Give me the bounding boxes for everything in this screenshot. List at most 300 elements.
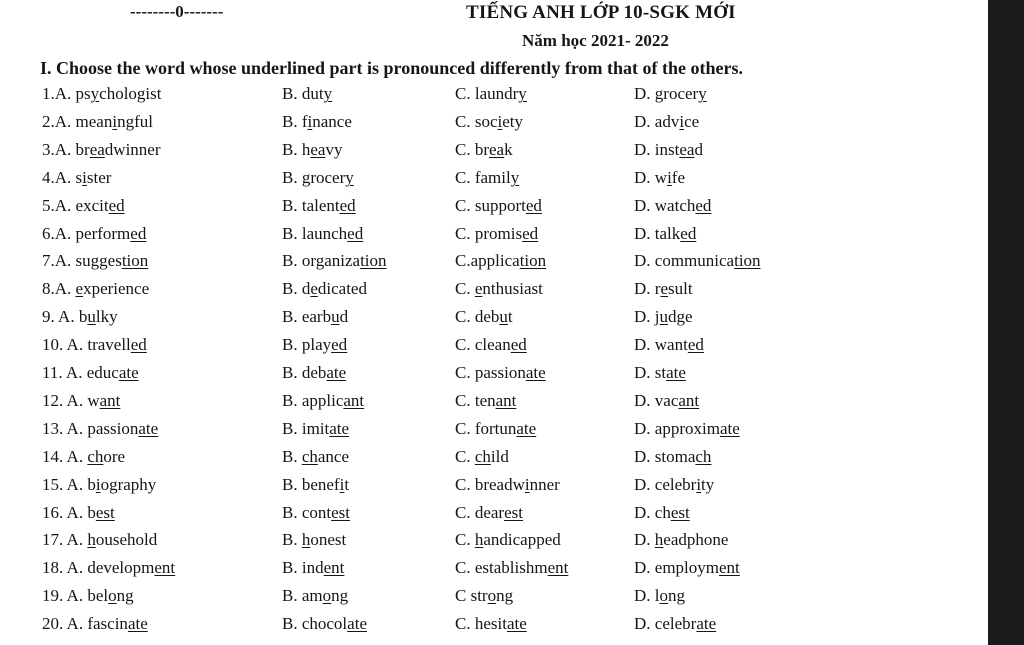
option-d [634,112,699,132]
underlined-part: ant [495,390,517,410]
word-part: chologist [99,84,162,103]
word-part: cont [301,502,332,522]
word-part: talent [301,195,340,215]
word-part: ngful [117,111,153,131]
word-part: soc [474,111,498,131]
option-label: C. [455,474,475,494]
question-row [0,224,988,250]
option-c [455,530,561,550]
word-part: grocer [301,167,346,187]
underlined-part: ate [326,363,347,382]
word-part: sult [668,279,693,299]
word-part: b [87,502,96,522]
option-label: 19. A. [42,586,88,606]
option-a [42,391,120,411]
underlined-part: ea [89,139,105,159]
question-row [0,530,988,556]
word-part: ps [75,84,91,103]
word-part: applica [470,251,520,271]
option-label: C. [455,558,475,578]
word-part: deb [301,363,327,382]
word-part: ography [100,474,157,494]
underlined-part: est [331,502,351,522]
option-d [634,503,690,523]
option-a [42,586,134,606]
option-b [282,140,342,160]
option-label: B. [282,446,302,466]
option-b [282,112,352,132]
underlined-part: est [504,502,523,522]
option-label: 2.A. [42,111,76,131]
option-label: 18. A. [42,558,88,578]
option-b [282,84,332,104]
question-row [0,84,988,110]
option-d [634,586,685,606]
underlined-part: tion [360,251,387,271]
underlined-part: ed [130,223,147,243]
word-part: deb [474,307,500,327]
word-part: ch [654,502,671,522]
option-label: 3.A. [42,139,76,159]
underlined-part: h [301,530,311,550]
option-label: C. [455,84,475,103]
word-part: h [301,139,311,159]
underlined-part: ed [687,335,704,355]
option-label: B. [282,614,302,634]
option-b [282,224,363,244]
option-label: C. [455,111,475,131]
word-part: ind [301,558,324,578]
underlined-part: ed [680,223,697,243]
option-c [455,196,542,216]
page-title: TIẾNG ANH LỚP 10-SGK MỚI [466,2,736,23]
word-part: chocol [301,614,348,634]
option-label: 11. A. [42,363,87,382]
underlined-part: h [87,530,96,550]
word-part: ten [474,390,496,410]
underlined-part: ent [719,558,740,578]
option-b [282,251,387,271]
underlined-part: est [670,502,690,522]
option-label: C. [455,530,475,550]
word-part: r [654,279,661,299]
word-part: t [507,307,513,327]
word-part: onest [310,530,347,550]
underlined-part: ea [310,139,326,159]
underlined-part: ed [522,223,539,243]
underlined-part: y [510,167,520,187]
option-label: 13. A. [42,418,88,438]
word-part: ty [701,474,715,494]
word-part: hesit [474,614,507,634]
option-label: D. [634,307,655,327]
option-label: D. [634,139,655,159]
underlined-part: i [95,474,101,494]
option-d [634,558,740,578]
option-b [282,558,344,578]
option-a [42,447,125,467]
underlined-part: ate [506,614,527,634]
option-label: 17. A. [42,530,88,550]
word-part: mean [75,111,113,131]
underlined-part: ed [339,195,356,215]
option-label: B. [282,111,302,131]
option-b [282,475,349,495]
option-d [634,307,693,327]
option-d [634,251,761,271]
underlined-part: i [339,474,345,494]
word-part: bel [87,586,109,606]
word-part: famil [474,167,511,187]
underlined-part: i [82,167,87,187]
word-part: ce [684,111,700,131]
word-part: promis [474,223,523,243]
option-a [42,224,146,244]
option-label: B. [282,139,302,159]
option-b [282,419,349,439]
underlined-part: tion [519,251,547,271]
option-label: C. [455,307,475,327]
option-label: B. [282,279,302,299]
option-label: 4.A. [42,167,76,187]
option-c [455,363,546,383]
option-c [455,168,519,188]
word-part: br [474,139,490,159]
option-a [42,168,111,188]
underlined-part: ate [525,363,546,382]
word-part: dut [301,84,324,103]
word-part: passion [87,418,139,438]
option-c [455,140,513,160]
option-d [634,391,699,411]
option-label: B. [282,390,302,410]
word-part: dge [668,307,693,327]
question-row [0,558,988,584]
underlined-part: ed [510,335,527,355]
option-d [634,447,711,467]
word-part: clean [474,335,511,355]
word-part: ng [116,586,134,606]
underlined-part: ent [547,558,569,578]
underlined-part: ed [695,195,712,215]
word-part: fortun [474,418,517,438]
underlined-part: tion [121,251,149,271]
question-row [0,419,988,445]
underlined-part: h [474,530,484,550]
underlined-part: y [90,84,100,103]
option-label: C. [455,363,475,382]
word-part: watch [654,195,696,215]
word-part: ety [502,111,524,131]
word-part: ousehold [95,530,158,550]
word-part: nner [529,474,560,494]
underlined-part: ed [108,195,125,215]
school-year: Năm học 2021- 2022 [522,31,669,50]
underlined-part: ate [118,363,139,382]
word-part: ng [668,586,686,606]
option-d [634,363,686,383]
underlined-part: ch [301,446,318,466]
underlined-part: i [307,111,313,131]
option-label: C. [455,446,475,466]
option-label: 20. A. [42,614,88,634]
option-d [634,224,696,244]
option-a [42,279,149,299]
question-row [0,363,988,389]
underlined-part: h [654,530,664,550]
option-label: B. [282,84,302,103]
word-part: br [75,139,90,159]
underlined-part: y [323,84,333,103]
option-a [42,307,118,327]
option-b [282,391,364,411]
option-c [455,614,527,634]
option-b [282,307,348,327]
option-a [42,530,157,550]
underlined-part: ate [719,418,740,438]
word-part: eadphone [663,530,729,550]
word-part: celebr [654,474,697,494]
word-part: talk [654,223,681,243]
option-label: C. [455,502,475,522]
option-label: B. [282,167,302,187]
option-label: D. [634,335,655,355]
word-part: travell [87,335,131,355]
right-edge-shadow [988,0,1024,645]
option-c [455,279,543,299]
underlined-part: e [75,279,84,299]
underlined-part: tion [734,251,761,271]
option-label: 7.A. [42,251,76,271]
underlined-part: ate [329,418,350,438]
question-row [0,447,988,473]
underlined-part: ant [99,390,121,410]
question-row [0,614,988,640]
option-label: C. [455,167,475,187]
option-a [42,251,148,271]
underlined-part: u [499,307,508,327]
option-d [634,475,714,495]
option-a [42,475,156,495]
underlined-part: ate [138,418,159,438]
word-part: f [301,111,308,131]
underlined-part: ate [666,363,686,382]
option-label: D. [634,502,655,522]
word-part: am [301,586,323,606]
word-part: w [87,390,100,410]
word-part: perform [75,223,131,243]
option-a [42,196,125,216]
option-c [455,586,513,606]
underlined-part: ant [678,390,700,410]
option-label: D. [634,167,655,187]
option-label: C. [455,335,475,355]
question-row [0,586,988,612]
word-part: educ [86,363,119,382]
word-part: play [301,335,332,355]
option-b [282,279,367,299]
word-part: laundr [474,84,519,103]
word-part: dear [474,502,505,522]
word-part: t [344,474,350,494]
option-label: D. [634,251,655,271]
word-part: inst [654,139,680,159]
option-b [282,530,346,550]
option-label: D. [634,390,655,410]
option-label: C. [455,418,475,438]
word-part: imit [301,418,330,438]
underlined-part: ate [347,614,367,634]
underlined-part: i [524,474,530,494]
underlined-part: ea [489,139,505,159]
word-part: sugges [75,251,122,271]
word-part: str [470,586,488,606]
underlined-part: ea [679,139,695,159]
word-part: ild [490,446,509,466]
word-part: developm [87,558,155,578]
option-label: B. [282,530,302,550]
option-label: D. [634,279,655,299]
word-part: dicated [317,279,367,299]
option-label: 5.A. [42,195,76,215]
option-a [42,363,139,383]
word-part: want [654,335,688,355]
option-label: D. [634,474,655,494]
option-label: 8.A. [42,279,76,299]
question-row [0,279,988,305]
underlined-part: i [112,111,118,131]
word-part: passion [474,363,526,382]
option-label: C [455,586,471,606]
word-part: ng [331,586,349,606]
word-part: d [339,307,349,327]
option-label: C. [455,139,475,159]
underlined-part: y [698,84,707,103]
option-label: D. [634,418,655,438]
option-label: D. [634,558,655,578]
option-d [634,196,711,216]
option-d [634,140,703,160]
option-label: C. [455,390,475,410]
word-part: ance [317,446,350,466]
option-label: B. [282,474,302,494]
underlined-part: e [474,279,483,299]
option-label: D. [634,363,655,382]
question-row [0,307,988,333]
option-b [282,447,349,467]
question-row [0,168,988,194]
underlined-part: ed [347,223,364,243]
option-b [282,196,356,216]
option-label: C. [455,223,475,243]
underlined-part: o [322,586,332,606]
option-label: D. [634,111,655,131]
option-c [455,503,523,523]
option-label: 15. A. [42,474,88,494]
option-a [42,84,162,104]
underlined-part: ed [130,335,147,355]
underlined-part: ed [331,335,348,355]
underlined-part: i [497,111,503,131]
underlined-part: est [95,502,115,522]
underlined-part: i [667,167,672,187]
word-part: establishm [474,558,548,578]
word-part: fascin [87,614,128,634]
option-label: D. [634,223,655,243]
option-label: D. [634,530,655,550]
option-label: 10. A. [42,335,88,355]
option-label: C. [455,614,475,634]
option-label: D. [634,586,655,606]
option-label: B. [282,223,302,243]
word-part: nance [312,111,352,131]
underlined-part: ch [695,446,712,466]
word-part: vac [654,390,679,410]
question-row [0,112,988,138]
option-label: B. [282,586,302,606]
option-c [455,224,538,244]
option-c [455,251,546,271]
word-part: nthusiast [482,279,543,299]
word-part: b [87,474,96,494]
underlined-part: ate [127,614,148,634]
word-part: grocer [654,84,699,103]
option-label: 16. A. [42,502,88,522]
option-label: B. [282,251,302,271]
question-row [0,503,988,529]
word-part: celebr [654,614,697,634]
word-part: employm [654,558,719,578]
word-part: d [301,279,311,299]
underlined-part: o [487,586,497,606]
option-a [42,558,175,578]
underlined-part: ate [516,418,537,438]
underlined-part: u [87,307,96,327]
word-part: w [654,167,668,187]
option-a [42,614,148,634]
option-c [455,335,527,355]
question-row [0,335,988,361]
question-row [0,196,988,222]
option-label: D. [634,195,655,215]
option-label: B. [282,195,302,215]
word-part: communica [654,251,735,271]
option-b [282,168,354,188]
underlined-part: e [310,279,318,299]
option-label: 9. A. [42,307,79,327]
option-c [455,558,568,578]
option-a [42,335,147,355]
header-left-mark: --------0------- [130,2,224,21]
option-a [42,419,158,439]
word-part: ore [103,446,126,466]
underlined-part: i [679,111,685,131]
word-part: launch [301,223,348,243]
option-label: D. [634,446,655,466]
word-part: approxim [654,418,720,438]
option-label: D. [634,84,655,103]
option-c [455,419,536,439]
question-row [0,251,988,277]
option-label: 12. A. [42,390,88,410]
option-label: 1.A. [42,84,76,103]
word-part: breadw [474,474,525,494]
option-a [42,112,153,132]
question-row [0,475,988,501]
underlined-part: ent [323,558,345,578]
option-label: B. [282,418,302,438]
option-c [455,447,509,467]
